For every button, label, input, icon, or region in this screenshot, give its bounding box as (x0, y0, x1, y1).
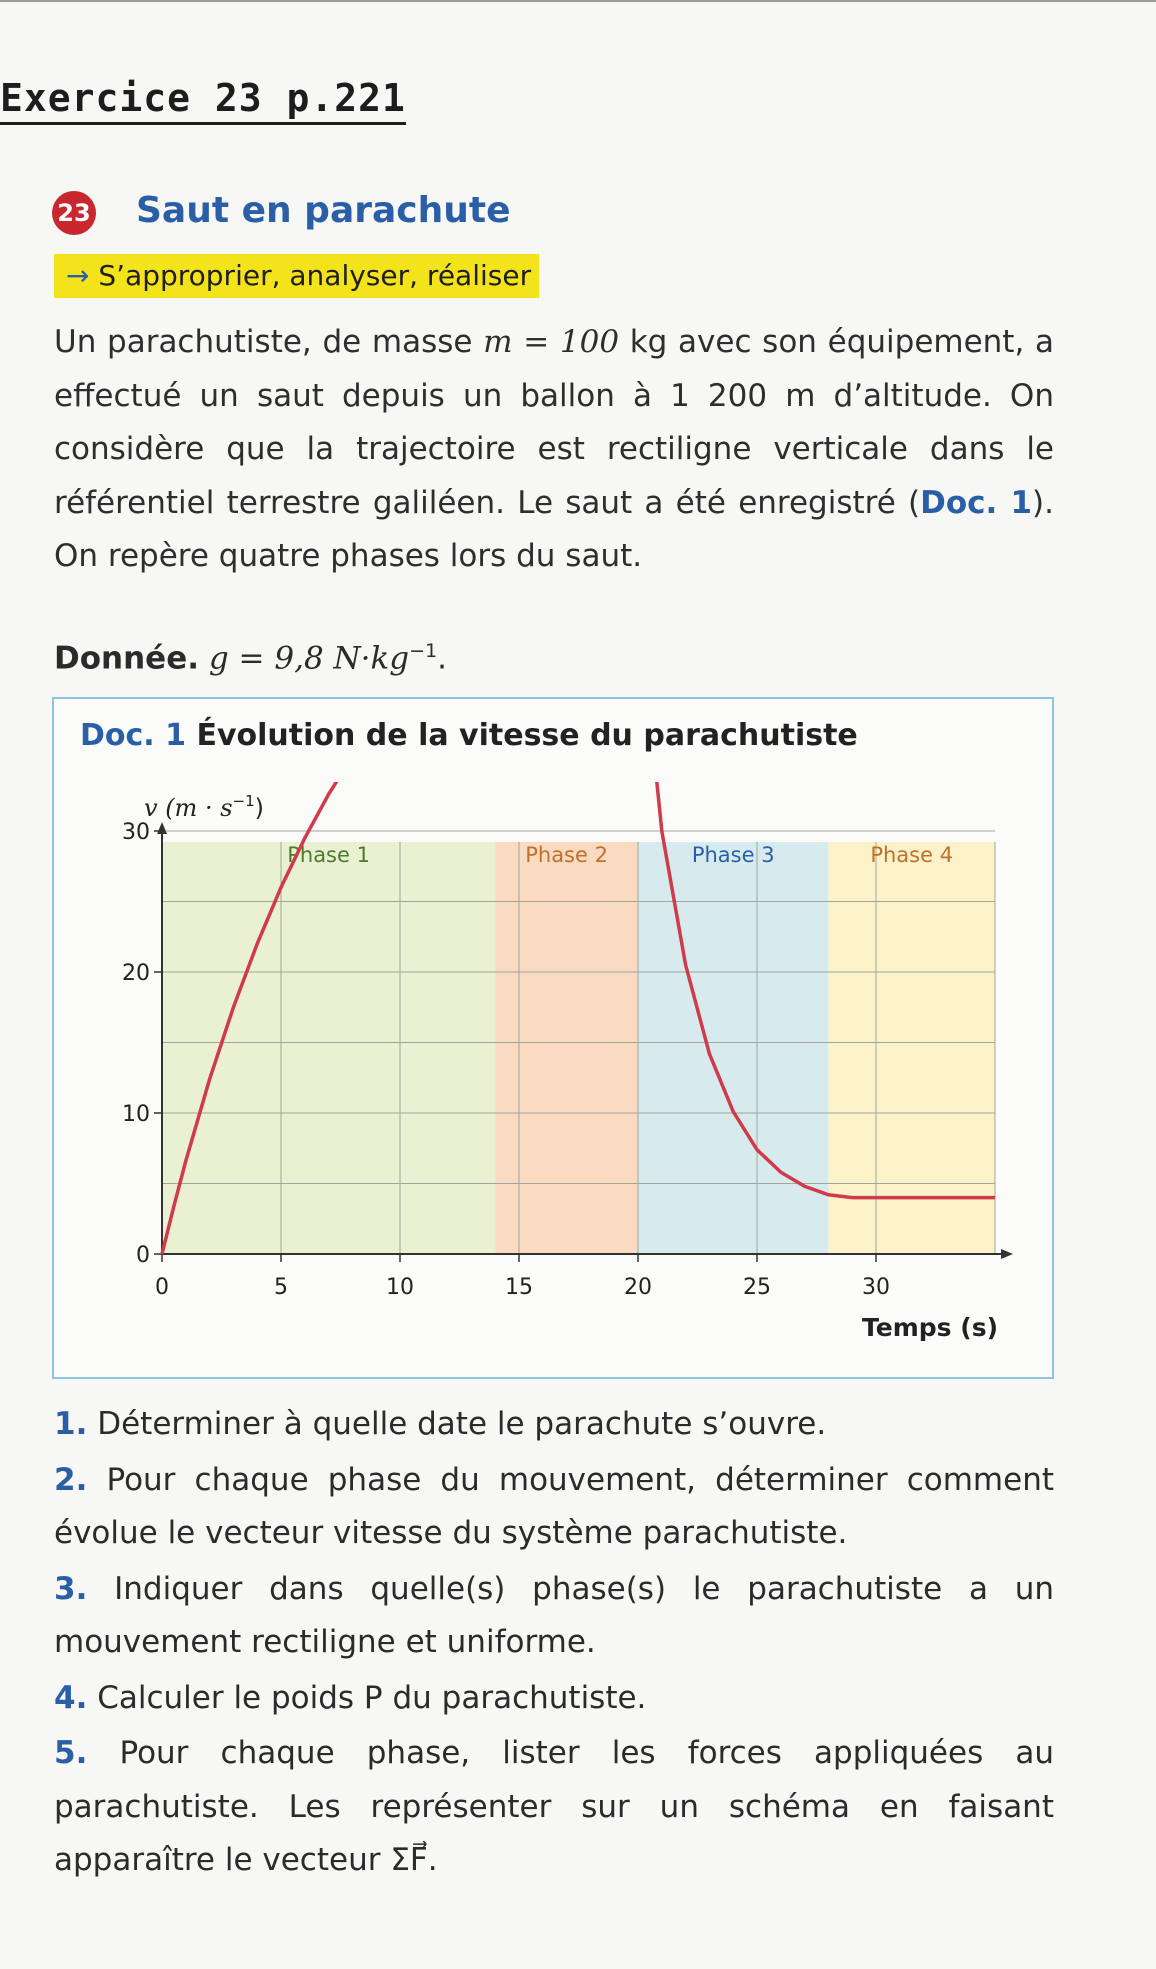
x-tick-label: 20 (624, 1275, 652, 1300)
x-tick-label: 0 (155, 1275, 169, 1300)
arrow-icon: → (66, 259, 90, 292)
x-tick-label: 15 (505, 1275, 533, 1300)
phase-band-1 (162, 842, 495, 1254)
y-axis-label-close: ) (254, 794, 265, 822)
question-text: Calculer le poids P du parachutiste. (97, 1679, 647, 1716)
x-tick-label: 30 (862, 1275, 890, 1300)
question-number: 1. (54, 1406, 88, 1442)
x-tick-label: 5 (274, 1275, 288, 1300)
question-number: 5. (54, 1735, 88, 1771)
y-axis-label: v $(m \cdot s^{-1})$ (144, 792, 265, 822)
question-2 (54, 1454, 1054, 1561)
question-text: Déterminer à quelle date le parachute s’ouvre. (97, 1406, 827, 1442)
question-text: Indiquer dans quelle(s) phase(s) le parachutiste a un mouvement rectiligne et uniforme. (54, 1570, 1054, 1660)
question-1 (54, 1398, 1054, 1452)
exercise-title: Saut en parachute (136, 190, 511, 231)
phase-label-1: Phase 1 (287, 843, 370, 867)
question-number: 2. (54, 1461, 88, 1498)
doc-heading (80, 718, 858, 753)
x-tick-label: 25 (743, 1275, 771, 1300)
skill-banner (54, 254, 539, 298)
x-tick-label: 10 (386, 1275, 414, 1300)
phase-label-4: Phase 4 (870, 843, 954, 867)
doc-label: Doc. 1 (80, 718, 187, 753)
phase-bands (162, 842, 995, 1254)
question-number: 4. (54, 1679, 88, 1716)
given-data-label: Donnée. (54, 640, 199, 677)
doc-reference: Doc. 1 (920, 484, 1033, 521)
questions-list (54, 1398, 1054, 1890)
phase-label-3: Phase 3 (691, 843, 775, 867)
y-tick-label: 10 (122, 1102, 150, 1127)
question-4 (54, 1672, 1054, 1726)
question-number: 3. (54, 1570, 88, 1607)
exercise-number-badge: 23 (52, 191, 96, 235)
doc-title: Évolution de la vitesse du parachutiste (196, 718, 858, 753)
exercise-statement (54, 316, 1054, 584)
mass-value: m = 100 (483, 324, 620, 360)
top-rule (0, 0, 1156, 2)
phase-band-2 (495, 842, 638, 1254)
question-text: Pour chaque phase du mouvement, déterminer comment évolue le vecteur vitesse du système parachutiste. (54, 1461, 1054, 1551)
y-tick-label: 20 (122, 961, 150, 986)
statement-part-2: kg avec son équipement, a effectué un saut depuis un ballon à 1 200 m d’altitude. On considère que la trajectoire est rectiligne verticale dans le référentiel terrestre galiléen. Le saut a été enregistré ( (54, 324, 1054, 521)
page-title: Exercice 23 p.221 (0, 76, 406, 125)
velocity-chart (90, 782, 1020, 1352)
question-3 (54, 1563, 1054, 1670)
gravity-value: g = 9,8 N·kg (208, 640, 410, 677)
phase-band-4 (828, 842, 995, 1254)
y-axis-label-exponent: −1 (232, 792, 255, 810)
phase-label-2: Phase 2 (525, 843, 608, 867)
y-tick-label: 0 (136, 1243, 150, 1268)
phase-band-3 (638, 842, 828, 1254)
given-data-end: . (437, 640, 448, 677)
statement-part-1: Un parachutiste, de masse (54, 324, 484, 360)
question-5 (54, 1727, 1054, 1888)
question-text: Pour chaque phase, lister les forces appliquées au parachutiste. Les représenter sur un schéma en faisant apparaître le vecteur ΣF⃗. (54, 1735, 1054, 1878)
y-axis-arrow-icon (157, 822, 167, 834)
statement-part-3: ). On repère quatre phases lors du saut. (54, 484, 1054, 574)
gravity-exponent: −1 (409, 640, 438, 662)
skill-label: S’approprier, analyser, réaliser (98, 259, 532, 292)
x-axis-label: Temps (s) (862, 1313, 998, 1342)
x-axis-arrow-icon (1001, 1249, 1013, 1259)
y-tick-label: 30 (122, 820, 150, 845)
given-data (54, 630, 447, 679)
